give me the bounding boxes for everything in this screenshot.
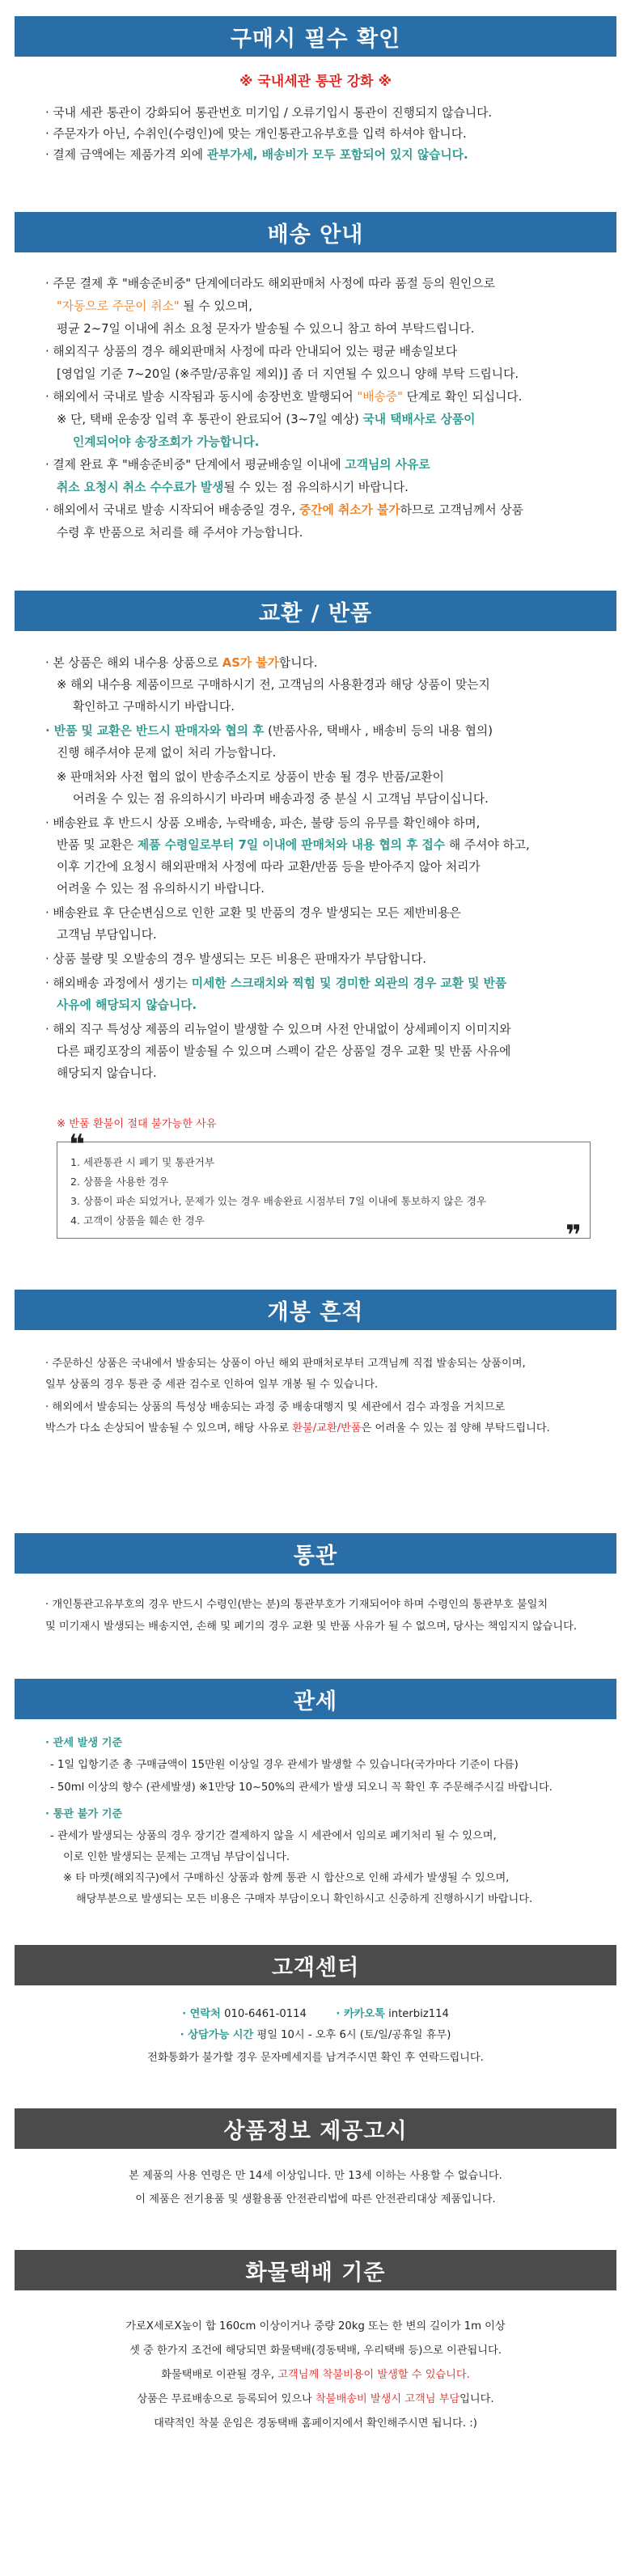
phone-label: · 연락처 [182, 2008, 221, 2020]
no-refund-item: 3. 상품이 파손 되었거나, 문제가 있는 경우 배송완료 시점부터 7일 이내에 통보하지 않은 경우 [70, 1195, 487, 1207]
shipping-highlight: 고객님의 사유로 [345, 458, 430, 472]
callback-note: 전화통화가 불가할 경우 문자메세지를 남겨주시면 확인 후 연락드립니다. [147, 2052, 484, 2064]
return-line [0, 656, 631, 671]
freight-text: 입니다. [459, 2393, 494, 2405]
section-title: 개봉 흔적 [15, 1290, 616, 1330]
freight-highlight: 고객님께 착불비용이 발생할 수 있습니다. [277, 2369, 470, 2381]
return-line: · 상품 불량 및 오발송의 경우 발생되는 모든 비용은 판매자가 부담합니다. [45, 952, 426, 966]
customs-warning: ※ 국내세관 통관 강화 ※ [239, 74, 392, 90]
shipping-line [0, 299, 631, 314]
return-text: · 해외배송 과정에서 생기는 [45, 977, 192, 990]
section-title: 교환 / 반품 [15, 591, 616, 631]
shipping-text: ※ 단, 택배 운송장 입력 후 통관이 완료되어 (3~7일 예상) [57, 413, 363, 426]
no-refund-item: 4. 고객이 상품을 훼손 한 경우 [70, 1214, 205, 1227]
section-customer-center [0, 1909, 631, 2071]
return-line: 다른 패킹포장의 제품이 발송될 수 있으며 스펙이 같은 상품일 경우 교환 및 반품 사유에 [57, 1044, 511, 1058]
shipping-line: · 주문 결제 후 "배송준비중" 단계에더라도 해외판매처 사정에 따라 품절 등의 원인으로 [45, 277, 496, 290]
hours-label: · 상담가능 시간 [180, 2029, 254, 2041]
return-line: 이후 기간에 요청시 해외판매처 사정에 따라 교환/반품 등을 받아주지 않아 처리가 [57, 860, 481, 874]
notice-line: · 주문자가 아닌, 수취인(수령인)에 맞는 개인통관고유부호를 입력 하셔야 합니다. [45, 127, 467, 141]
kakao-label: · 카카오톡 [336, 2008, 385, 2020]
shipping-text: · 해외에서 국내로 발송 시작되어 배송중일 경우, [45, 503, 299, 517]
return-line: 어려울 수 있는 점 유의하시기 바랍니다. [57, 882, 265, 896]
shipping-highlight: "배송중" [357, 390, 403, 404]
contact-row [0, 2008, 631, 2021]
return-line: 확인하고 구매하시기 바랍니다. [73, 700, 235, 714]
product-info-line: 이 제품은 전기용품 및 생활용품 안전관리법에 따른 안전관리대상 제품입니다. [135, 2193, 496, 2205]
freight-text: 화물택배로 이관될 경우, [161, 2369, 278, 2381]
return-text: 반품 및 교환은 [57, 838, 138, 852]
shipping-line: [영업일 기준 7~20일 (※주말/공휴일 제외)] 좀 더 지연될 수 있으니 양해 부탁 드립니다. [57, 367, 519, 381]
shipping-highlight: 중간에 취소가 불가 [299, 503, 400, 517]
section-title: 고객센터 [15, 1945, 616, 1985]
section-customs [0, 1523, 631, 1663]
hours-value: 평일 10시 - 오후 6시 (토/일/공휴일 휴무) [253, 2029, 451, 2041]
return-line: · 배송완료 후 단순변심으로 인한 교환 및 반품의 경우 발생되는 모든 제반비용은 [45, 906, 461, 920]
quote-close-icon: ❞ [565, 1219, 582, 1252]
section-title: 배송 안내 [15, 212, 616, 252]
opening-line: · 해외에서 발송되는 상품의 특성상 배송되는 과정 중 배송대행지 및 세관에서 검수 과정을 거치므로 [45, 1401, 506, 1413]
duty-line: - 관세가 발생되는 상품의 경우 장기간 결제하지 않을 시 세관에서 임의로 폐기처리 될 수 있으며, [50, 1830, 497, 1842]
return-text: 해 주셔야 하고, [445, 838, 530, 852]
duty-line: ※ 타 마켓(해외직구)에서 구매하신 상품과 함께 통관 시 합산으로 인해 과세가 발생될 수 있으며, [63, 1872, 510, 1884]
freight-text: 상품은 무료배송으로 등록되어 있으나 [137, 2393, 316, 2405]
shipping-line: 수령 후 반품으로 처리를 해 주셔야 가능합니다. [57, 526, 303, 540]
return-line: 진행 해주셔야 문제 없이 처리 가능합니다. [57, 746, 277, 760]
section-title: 상품정보 제공고시 [15, 2108, 616, 2149]
shipping-line: 인계되어야 송장조회가 가능합니다. [73, 435, 260, 449]
no-refund-title: ※ 반품 환불이 절대 불가능한 사유 [57, 1118, 217, 1130]
kakao-value[interactable]: interbiz114 [384, 2008, 449, 2020]
return-line [0, 838, 631, 853]
freight-line: 셋 중 한가지 조건에 해당되면 화물택배(경동택배, 우리택배 등)으로 이관됩니다. [129, 2345, 502, 2357]
shipping-highlight: 국내 택배사로 상품이 [362, 413, 476, 426]
no-refund-item: 2. 상품을 사용한 경우 [70, 1176, 169, 1188]
shipping-line [0, 458, 631, 472]
section-title: 화물택배 기준 [15, 2250, 616, 2290]
shipping-highlight: 취소 요청시 취소 수수료가 발생 [57, 481, 224, 494]
section-opening-traces [0, 1284, 631, 1523]
return-line: 고객님 부담입니다. [57, 928, 157, 942]
return-text: 합니다. [278, 656, 318, 670]
notice-highlight: 관부가세, 배송비가 모두 포함되어 있지 않습니다. [206, 148, 468, 162]
quote-open-icon: ❝ [69, 1129, 85, 1161]
notice-line: · 국내 세관 통관이 강화되어 통관번호 미기입 / 오류기입시 통관이 진행되지 않습니다. [45, 106, 493, 120]
freight-line: 대략적인 착불 운임은 경동택배 홈페이지에서 확인해주시면 됩니다. :) [154, 2417, 477, 2430]
shipping-line: · 해외직구 상품의 경우 해외판매처 사정에 따라 안내되어 있는 평균 배송일보다 [45, 345, 458, 358]
notice-line [0, 148, 631, 163]
section-shipping [0, 166, 631, 578]
shipping-line [0, 413, 631, 427]
opening-highlight: 환불/교환/반품 [292, 1422, 362, 1434]
section-title: 통관 [15, 1533, 616, 1574]
section-exchange-return [0, 578, 631, 1284]
shipping-text: 될 수 있는 점 유의하시기 바랍니다. [223, 481, 409, 494]
duty-line: 해당부분으로 발생되는 모든 비용은 구매자 부담이오니 확인하시고 신중하게 진행하시기 바랍니다. [76, 1893, 533, 1905]
freight-line: 가로X세로X높이 합 160cm 이상이거나 중량 20kg 또는 한 변의 길이가 1m 이상 [125, 2320, 506, 2332]
no-refund-item: 1. 세관통관 시 폐기 및 통관거부 [70, 1156, 215, 1168]
shipping-highlight: "자동으로 주문이 취소" [57, 299, 180, 313]
return-line [0, 724, 631, 739]
customs-line: 및 미기재시 발생되는 배송지연, 손해 및 폐기의 경우 교환 및 반품 사유가 될 수 없으며, 당사는 책임지지 않습니다. [45, 1621, 578, 1633]
return-line: 어려울 수 있는 점 유의하시기 바라며 배송과정 중 분실 시 고객님 부담이십니다. [73, 792, 489, 806]
duty-line: 이로 인한 발생되는 문제는 고객님 부담이십니다. [63, 1851, 290, 1863]
freight-line [0, 2369, 631, 2382]
opening-line: · 주문하신 상품은 국내에서 발송되는 상품이 아닌 해외 판매처로부터 고객님께 직접 발송되는 상품이며, [45, 1358, 526, 1370]
no-refund-quote-box [57, 1129, 591, 1252]
section-product-info [0, 2071, 631, 2209]
return-highlight: 제품 수령일로부터 7일 이내에 판매처와 내용 협의 후 접수 [137, 838, 446, 852]
return-line: 사유에 해당되지 않습니다. [57, 998, 197, 1012]
shipping-text: · 결제 완료 후 "배송준비중" 단계에서 평균배송일 이내에 [45, 458, 345, 472]
section-title: 관세 [15, 1679, 616, 1719]
shipping-line [0, 503, 631, 518]
shipping-line: 평균 2~7일 이내에 취소 요청 문자가 발송될 수 있으니 참고 하여 부탁드립니다. [57, 322, 475, 336]
return-line [0, 977, 631, 991]
hours-row [0, 2029, 631, 2042]
shipping-text: 하므로 고객님께서 상품 [400, 503, 523, 517]
duty-heading: · 통관 불가 기준 [45, 1808, 123, 1820]
duty-line: - 1일 입항기준 총 구매금액이 15만원 이상일 경우 관세가 발생할 수 있습니다(국가마다 기준이 다름) [50, 1759, 519, 1771]
return-line: ※ 판매처와 사전 협의 없이 반송주소지로 상품이 반송 될 경우 반품/교환이 [57, 770, 444, 784]
opening-line [0, 1422, 631, 1435]
section-freight [0, 2209, 631, 2576]
freight-highlight: 착불배송비 발생시 고객님 부담 [315, 2393, 460, 2405]
shipping-line [0, 390, 631, 405]
return-line: ※ 해외 내수용 제품이므로 구매하시기 전, 고객님의 사용환경과 해당 상품이 맞는지 [57, 678, 490, 692]
shipping-line [0, 481, 631, 495]
opening-text: 박스가 다소 손상되어 발송될 수 있으며, 해당 사유로 [45, 1422, 293, 1434]
opening-text: 은 어려울 수 있는 점 양해 부탁드립니다. [361, 1422, 550, 1434]
return-line: 해당되지 않습니다. [57, 1066, 157, 1080]
return-highlight: AS가 불가 [222, 656, 279, 670]
shipping-text: 될 수 있으며, [179, 299, 252, 313]
return-highlight: · 반품 및 교환은 반드시 판매자와 협의 후 [45, 724, 265, 738]
shipping-text: · 해외에서 국내로 발송 시작됨과 동시에 송장번호 발행되어 [45, 390, 358, 404]
notice-text: · 결제 금액에는 제품가격 외에 [45, 148, 207, 162]
section-title: 구매시 필수 확인 [15, 16, 616, 57]
return-line: · 배송완료 후 반드시 상품 오배송, 누락배송, 파손, 불량 등의 유무를 확인해야 하며, [45, 816, 481, 830]
phone-value[interactable]: 010-6461-0114 [220, 2008, 307, 2020]
shipping-text: 단계로 확인 되십니다. [402, 390, 523, 404]
return-line: · 해외 직구 특성상 제품의 리뉴얼이 발생할 수 있으며 사전 안내없이 상세페이지 이미지와 [45, 1023, 511, 1036]
duty-line: - 50ml 이상의 향수 (관세발생) ※1만당 10~50%의 관세가 발생 되오니 꼭 확인 후 주문해주시길 바랍니다. [50, 1782, 553, 1794]
product-info-line: 본 제품의 사용 연령은 만 14세 이상입니다. 만 13세 이하는 사용할 수 없습니다. [129, 2170, 502, 2182]
return-text: · 본 상품은 해외 내수용 상품으로 [45, 656, 222, 670]
duty-heading: · 관세 발생 기준 [45, 1737, 123, 1749]
opening-line: 일부 상품의 경우 통관 중 세관 검수로 인하여 일부 개봉 될 수 있습니다. [45, 1379, 379, 1391]
return-highlight: 미세한 스크래치와 찍힘 및 경미한 외관의 경우 교환 및 반품 [191, 977, 507, 990]
customs-line: · 개인통관고유부호의 경우 반드시 수령인(받는 분)의 통관부호가 기재되어야 하며 수령인의 통관부호 불일치 [45, 1599, 548, 1611]
freight-line [0, 2393, 631, 2406]
section-purchase-notice [0, 0, 631, 166]
return-text: (반품사유, 택배사 , 배송비 등의 내용 협의) [264, 724, 493, 738]
section-duties [0, 1663, 631, 1909]
